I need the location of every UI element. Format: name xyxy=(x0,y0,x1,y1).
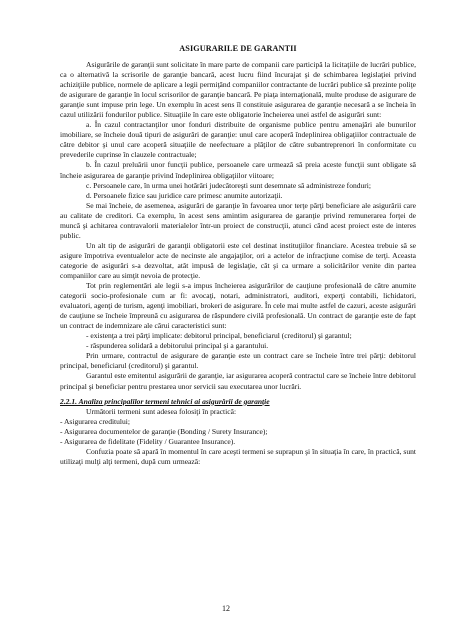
paragraph-guarantor: Garantul este emitentul asigurării de garanţie, iar asigurarea acoperă contractul care se încheie între debitorul principal şi beneficiar pentru prestarea unor servicii sau executarea unor lucrări. xyxy=(60,371,416,391)
paragraph-third-parties: Se mai încheie, de asemenea, asigurări de garanţie în favoarea unor terţe părţi beneficiare ale asigurării care au calitate de creditori. Ca exemplu, în acest sens amintim asigurarea de garanţie privind remunerarea forţei de muncă şi achitarea contravalorii materialelor într-un proiect de construcţii, atunci când acest proiect este de interes public. xyxy=(60,200,416,240)
list-item-c: c. Persoanele care, în urma unei hotărâri judecătoreşti sunt desemnate să administreze fonduri; xyxy=(86,180,371,190)
paragraph-financial-institutions: Un alt tip de asigurări de garanţii obligatorii este cel destinat instituţiilor financiare. Acestea trebuie să se asigure împotriva eventualelor acte de necinste ale angajaţilor, ori a actelor de infracţiune comise de terţi. Aceasta categorie de asigurări s-a dezvoltat, atât impusă de legislaţie, cât şi ca urmare a solicitărilor venite din partea companiilor care au simţit nevoia de protecţie. xyxy=(60,240,416,280)
paragraph-professional-caution: Tot prin reglementări ale legii s-a impus încheierea asigurărilor de cauţiune profesională de către anumite categorii socio-profesionale cum ar fi: avocaţi, notari, administratori, auditori, experţi contabili, lichidatori, evaluatori, agenţi de turism, agenţi imobiliari, brokeri de asigurare. În cele mai multe astfel de cazuri, aceste asigurări de cauţiune se încheie împreună cu asigurarea de răspundere civilă profesională. Un contract de garanţie este de fapt un contract de indemnizare ale cărui caracteristici sunt: xyxy=(60,281,416,331)
list-item-b: b. În cazul preluării unor funcţii publice, persoanele care urmează să preia aceste funcţii sunt obligate să încheie asigurarea de garanţie privind îndeplinirea obligaţiilor viitoare; xyxy=(60,160,416,180)
paragraph-contract-parties: Prin urmare, contractul de asigurare de garanţie este un contract care se încheie între trei părţi: debitorul principal, beneficiarul (creditorul) şi garantul. xyxy=(60,351,416,371)
page-title: ASIGURARILE DE GARANTII xyxy=(179,44,297,53)
list-item-d: d. Persoanele fizice sau juridice care primesc anumite autorizaţii. xyxy=(86,190,283,200)
list-item-three-parties: - existenţa a trei părţi implicate: debitorul principal, beneficiarul (creditorul) şi garantul; xyxy=(86,331,352,341)
list-item-credit: - Asigurarea creditului; xyxy=(60,416,130,426)
page-number: 12 xyxy=(222,604,230,613)
paragraph-terms-intro: Următorii termeni sunt adesea folosiţi în practică: xyxy=(86,406,237,416)
list-item-bonding: - Asigurarea documentelor de garanţie (Bonding / Surety Insurance); xyxy=(60,426,268,436)
section-heading: 2.2.1. Analiza principalilor termeni tehnici ai asigurării de garanţie xyxy=(60,396,270,406)
paragraph-confusion: Confuzia poate să apară în momentul în care aceşti termeni se suprapun şi în situaţia în care, în practică, sunt utilizaţi mulţi alţi termeni, după cum urmează: xyxy=(60,446,416,466)
list-item-fidelity: - Asigurarea de fidelitate (Fidelity / Guarantee Insurance). xyxy=(60,436,236,446)
paragraph-intro: Asigurările de garanţii sunt solicitate în mare parte de companii care participă la licitaţiile de lucrări publice, ca o alternativă la scrisorile de garanţie bancară, acest lucru fiind încurajat şi de schimbarea legislaţiei privind achiziţiile publice, normele de aplicare a legii permiţând companiilor contractante de lucrări publice să prezinte poliţe de asigurare de garanţie în locul scrisorilor de garanţie bancară. Pe piaţa internaţională, multe produse de asigurare de garanţie sunt impuse prin lege. Un exemplu în acest sens îl constituie asigurarea de garanţie necesară a se încheia în cazul utilizării fondurilor publice. Situaţiile în care este obligatorie încheierea unei astfel de asigurări sunt: xyxy=(60,60,416,120)
list-item-joint-liability: - răspunderea solidară a debitorului principal şi a garantului. xyxy=(86,341,269,351)
document-body xyxy=(60,60,416,467)
list-item-a: a. În cazul contractanţilor unor fonduri distribuite de organisme publice pentru amenajări ale bunurilor imobiliare, se încheie două tipuri de asigurări de garanţie: unul care acoperă îndeplinirea obligaţiilor contractuale de către debitor şi unul care acoperă situaţiile de neefectuare a plăţilor de către subantreprenori în conformitate cu prevederile cuprinse în clauzele contractuale; xyxy=(60,120,416,160)
